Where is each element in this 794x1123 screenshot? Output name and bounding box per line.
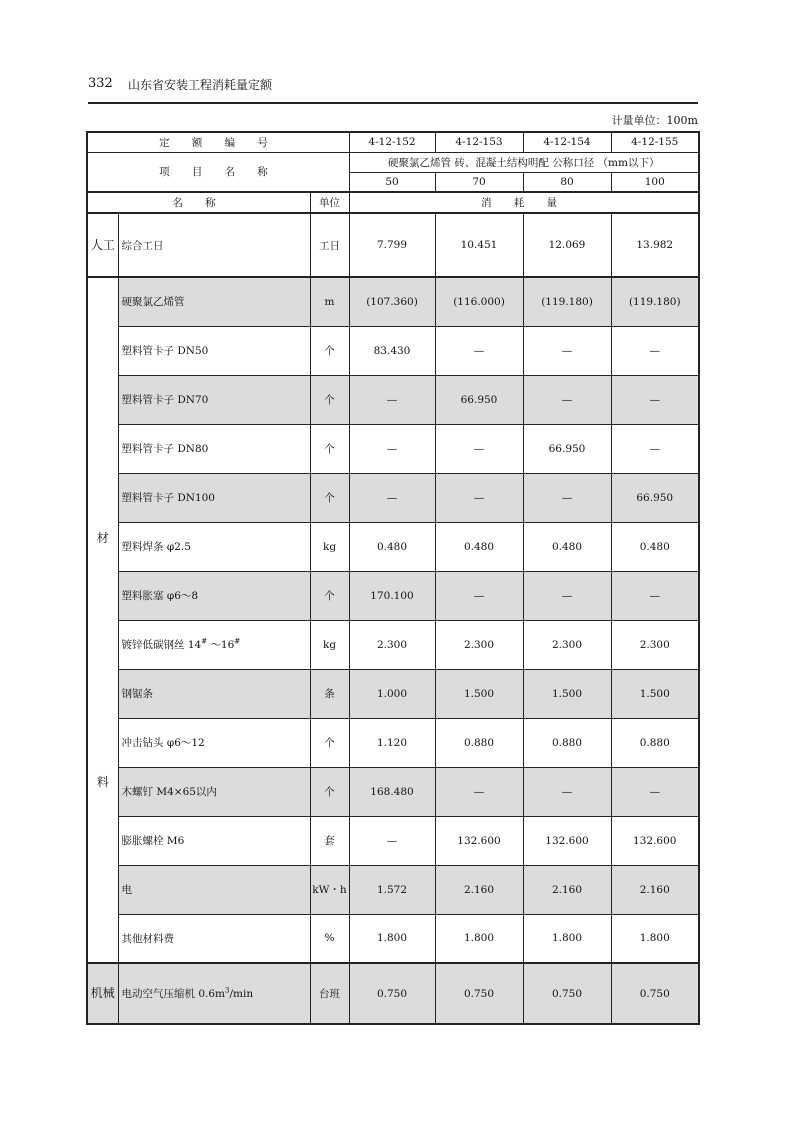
row-unit: kW・h (310, 865, 349, 914)
category-machine: 机械 (87, 963, 118, 1024)
row-value: — (523, 571, 611, 620)
category-material (87, 277, 118, 963)
table-row (87, 522, 699, 571)
code-row (87, 132, 699, 152)
book-title: 山东省安装工程消耗量定额 (128, 78, 273, 92)
row-unit: m (310, 277, 349, 326)
row-value: — (435, 473, 523, 522)
row-value: 0.480 (435, 522, 523, 571)
table-row (87, 213, 699, 277)
row-name: 塑料管卡子 DN70 (118, 375, 310, 424)
row-value: — (523, 473, 611, 522)
code-2: 4-12-153 (435, 132, 523, 152)
row-value: — (349, 473, 435, 522)
row-unit: 条 (310, 669, 349, 718)
size-2: 70 (435, 172, 523, 192)
size-3: 80 (523, 172, 611, 192)
row-value: 0.480 (523, 522, 611, 571)
row-unit: 个 (310, 326, 349, 375)
page-header (88, 74, 698, 104)
row-value: 0.880 (523, 718, 611, 767)
table-row (87, 277, 699, 326)
row-name: 塑料焊条 φ2.5 (118, 522, 310, 571)
row-name-mid: ～16 (207, 639, 235, 651)
table-row (87, 326, 699, 375)
col-consumption-header: 消 耗 量 (349, 192, 699, 213)
row-value: 2.300 (523, 620, 611, 669)
row-value: 0.750 (523, 963, 611, 1024)
table-row (87, 620, 699, 669)
category-labor: 人工 (87, 213, 118, 277)
row-name: 塑料胀塞 φ6～8 (118, 571, 310, 620)
size-4: 100 (611, 172, 699, 192)
row-unit: kg (310, 522, 349, 571)
row-name (118, 620, 310, 669)
row-value: 66.950 (611, 473, 699, 522)
table-row (87, 424, 699, 473)
row-value: 66.950 (523, 424, 611, 473)
row-name: 硬聚氯乙烯管 (118, 277, 310, 326)
row-name-prefix: 电动空气压缩机 0.6m (121, 988, 225, 1000)
size-1: 50 (349, 172, 435, 192)
row-value: 1.120 (349, 718, 435, 767)
row-name-sup: # (201, 637, 208, 646)
row-value: — (611, 375, 699, 424)
row-value: 0.880 (611, 718, 699, 767)
row-value: 10.451 (435, 213, 523, 277)
row-name: 钢锯条 (118, 669, 310, 718)
row-value: — (523, 326, 611, 375)
row-value: 0.480 (349, 522, 435, 571)
col-name-header: 名 称 (87, 192, 310, 213)
row-value: 2.160 (611, 865, 699, 914)
row-value: 1.572 (349, 865, 435, 914)
code-label: 定 额 编 号 (87, 132, 349, 152)
row-unit: 台班 (310, 963, 349, 1024)
row-value: 2.300 (349, 620, 435, 669)
row-value: 0.480 (611, 522, 699, 571)
row-value: 13.982 (611, 213, 699, 277)
row-value: — (523, 375, 611, 424)
row-value: 2.300 (611, 620, 699, 669)
row-value: — (435, 424, 523, 473)
row-value: — (523, 767, 611, 816)
row-unit: 个 (310, 571, 349, 620)
row-value: 1.500 (435, 669, 523, 718)
row-value: 1.500 (611, 669, 699, 718)
table-row (87, 767, 699, 816)
row-value: — (611, 326, 699, 375)
row-value: 1.800 (611, 914, 699, 963)
table-row (87, 571, 699, 620)
row-name: 塑料管卡子 DN50 (118, 326, 310, 375)
table-row (87, 718, 699, 767)
row-value: 12.069 (523, 213, 611, 277)
row-value: 1.800 (523, 914, 611, 963)
row-name: 塑料管卡子 DN100 (118, 473, 310, 522)
item-label: 项 目 名 称 (87, 152, 349, 192)
table-row (87, 473, 699, 522)
row-value: 0.750 (435, 963, 523, 1024)
row-value: 0.750 (349, 963, 435, 1024)
row-value: 0.880 (435, 718, 523, 767)
row-name (118, 963, 310, 1024)
table-row (87, 963, 699, 1024)
quota-table (86, 131, 700, 1025)
row-value: 1.800 (435, 914, 523, 963)
row-value: — (435, 767, 523, 816)
row-value: 132.600 (435, 816, 523, 865)
row-value: 2.300 (435, 620, 523, 669)
row-name-sup: # (234, 637, 241, 646)
row-name: 冲击钻头 φ6～12 (118, 718, 310, 767)
row-value: — (611, 767, 699, 816)
code-4: 4-12-155 (611, 132, 699, 152)
row-name: 电 (118, 865, 310, 914)
table-row (87, 375, 699, 424)
row-value: 1.000 (349, 669, 435, 718)
unit-note: 计量单位：100m (611, 114, 698, 127)
row-value: 2.160 (435, 865, 523, 914)
row-unit: kg (310, 620, 349, 669)
row-name-sup: 3 (225, 986, 230, 995)
code-1: 4-12-152 (349, 132, 435, 152)
row-value: — (611, 424, 699, 473)
row-unit: 套 (310, 816, 349, 865)
row-value: 66.950 (435, 375, 523, 424)
row-unit: 个 (310, 718, 349, 767)
col-unit-header: 单位 (310, 192, 349, 213)
table-row (87, 816, 699, 865)
row-value: (119.180) (523, 277, 611, 326)
item-desc-row (87, 152, 699, 172)
row-value: 168.480 (349, 767, 435, 816)
category-material-top: 材 (96, 530, 109, 545)
row-unit: 个 (310, 473, 349, 522)
row-name: 综合工日 (118, 213, 310, 277)
row-unit: 个 (310, 375, 349, 424)
page-number: 332 (88, 76, 113, 91)
row-value: 1.500 (523, 669, 611, 718)
row-value: (107.360) (349, 277, 435, 326)
row-unit: 工日 (310, 213, 349, 277)
row-value: 7.799 (349, 213, 435, 277)
table-row (87, 865, 699, 914)
row-value: — (435, 326, 523, 375)
table-row (87, 914, 699, 963)
column-header-row (87, 192, 699, 213)
row-value: — (349, 375, 435, 424)
row-value: — (435, 571, 523, 620)
code-3: 4-12-154 (523, 132, 611, 152)
row-name-suffix: /min (229, 988, 254, 1000)
row-value: 2.160 (523, 865, 611, 914)
row-unit: 个 (310, 424, 349, 473)
row-value: 83.430 (349, 326, 435, 375)
row-value: — (349, 424, 435, 473)
row-name-prefix: 镀锌低碳钢丝 14 (121, 639, 202, 651)
row-value: (119.180) (611, 277, 699, 326)
row-unit: % (310, 914, 349, 963)
row-value: (116.000) (435, 277, 523, 326)
row-value: 0.750 (611, 963, 699, 1024)
row-name: 其他材料费 (118, 914, 310, 963)
row-name: 木螺钉 M4×65以内 (118, 767, 310, 816)
row-value: 170.100 (349, 571, 435, 620)
row-name: 塑料管卡子 DN80 (118, 424, 310, 473)
row-value: — (349, 816, 435, 865)
row-value: 1.800 (349, 914, 435, 963)
item-description: 硬聚氯乙烯管 砖、混凝土结构明配 公称口径 （mm以下） (349, 152, 699, 172)
row-value: 132.600 (611, 816, 699, 865)
category-material-bottom: 料 (96, 775, 109, 789)
table-row (87, 669, 699, 718)
row-value: — (611, 571, 699, 620)
row-name: 膨胀螺栓 M6 (118, 816, 310, 865)
row-value: 132.600 (523, 816, 611, 865)
row-unit: 个 (310, 767, 349, 816)
